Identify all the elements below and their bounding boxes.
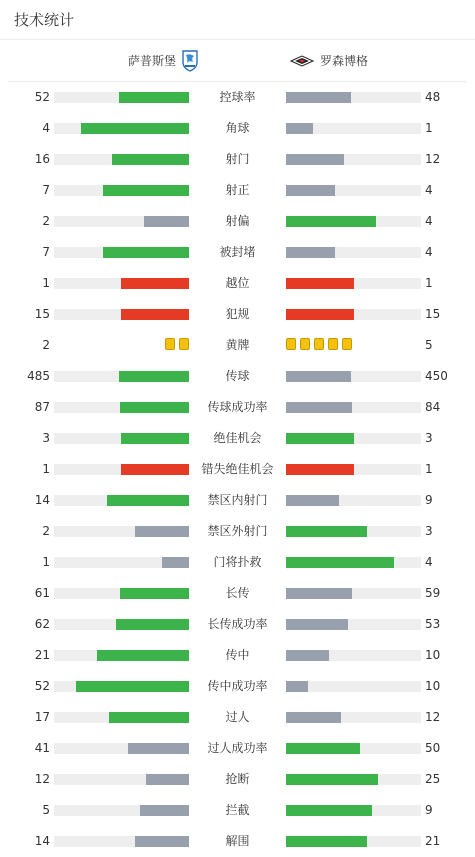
home-stat-bar [116, 619, 189, 630]
home-stat-bar [81, 123, 189, 134]
stat-label: 长传 [225, 586, 250, 600]
away-stat-bar [286, 526, 367, 537]
page-header [0, 0, 475, 40]
away-stat-bar-track [286, 712, 421, 723]
home-stat-value: 62 [34, 617, 50, 631]
stat-label: 射偏 [225, 214, 250, 228]
stat-row [0, 733, 475, 764]
away-stat-value: 15 [425, 307, 441, 321]
away-stat-bar-track [286, 681, 421, 692]
home-stat-value: 7 [42, 183, 50, 197]
home-stat-bar [121, 464, 189, 475]
yellow-card-icon [328, 338, 338, 350]
home-stat-value: 3 [42, 431, 50, 445]
away-stat-bar [286, 588, 352, 599]
away-stat-bar-track [286, 619, 421, 630]
home-stat-value: 17 [34, 710, 50, 724]
home-stat-bar [120, 402, 189, 413]
yellow-card-icon [165, 338, 175, 350]
stat-row [0, 640, 475, 671]
away-stat-bar [286, 650, 329, 661]
away-stat-bar-track [286, 774, 421, 785]
home-stat-value: 1 [42, 276, 50, 290]
home-stat-bar [76, 681, 189, 692]
stat-label: 错失绝佳机会 [201, 462, 274, 476]
home-stat-bar-track [54, 681, 189, 692]
away-stat-value: 50 [425, 741, 441, 755]
away-stat-bar [286, 805, 372, 816]
stat-label: 解围 [225, 834, 250, 848]
away-stat-bar-track [286, 743, 421, 754]
away-stat-value: 84 [425, 400, 441, 414]
away-stat-bar-track [286, 309, 421, 320]
away-stat-bar [286, 433, 354, 444]
home-stat-bar [146, 774, 189, 785]
stat-label: 拦截 [225, 803, 250, 817]
away-stat-bar [286, 278, 354, 289]
away-stat-value: 450 [425, 369, 448, 383]
home-stat-bar-track [54, 216, 189, 227]
away-stat-bar [286, 495, 339, 506]
away-stat-bar [286, 154, 344, 165]
stat-row [0, 485, 475, 516]
stat-row [0, 454, 475, 485]
away-stat-bar [286, 123, 313, 134]
away-stat-value: 9 [425, 493, 433, 507]
stats-list [0, 82, 475, 857]
home-stat-value: 52 [34, 90, 50, 104]
home-stat-value: 7 [42, 245, 50, 259]
home-stat-bar [112, 154, 189, 165]
home-stat-value: 2 [42, 338, 50, 352]
home-stat-value: 485 [27, 369, 50, 383]
stat-row [0, 361, 475, 392]
away-stat-bar-track [286, 278, 421, 289]
yellow-card-icon [300, 338, 310, 350]
home-stat-bar [109, 712, 189, 723]
home-team-name: 萨普斯堡 [127, 54, 176, 68]
away-stat-bar-track [286, 588, 421, 599]
stat-label: 禁区外射门 [207, 524, 268, 538]
away-stat-value: 3 [425, 431, 433, 445]
home-stat-bar [97, 650, 189, 661]
home-stat-bar-track [54, 495, 189, 506]
stat-row [0, 671, 475, 702]
home-stat-bar-track [54, 743, 189, 754]
away-stat-bar-track [286, 154, 421, 165]
away-stat-bar-track [286, 557, 421, 568]
stat-row [0, 206, 475, 237]
stat-row [0, 392, 475, 423]
stat-row [0, 268, 475, 299]
home-stat-value: 5 [42, 803, 50, 817]
stat-row [0, 702, 475, 733]
home-team-crest-icon [182, 50, 198, 72]
away-stat-bar-track [286, 526, 421, 537]
stat-label: 黄牌 [225, 338, 250, 352]
away-stat-value: 10 [425, 679, 441, 693]
away-stat-bar-track [286, 371, 421, 382]
stat-label: 射门 [225, 152, 250, 166]
away-stat-value: 12 [425, 152, 441, 166]
stat-row [0, 175, 475, 206]
away-stat-bar [286, 619, 348, 630]
home-stat-value: 2 [42, 214, 50, 228]
away-stat-bar-track [286, 216, 421, 227]
home-stat-bar [135, 836, 189, 847]
home-stat-bar-track [54, 557, 189, 568]
stat-row [0, 547, 475, 578]
away-stat-bar-track [286, 185, 421, 196]
stat-row [0, 237, 475, 268]
stat-label: 射正 [225, 183, 250, 197]
home-stat-bar [162, 557, 189, 568]
away-stat-value: 4 [425, 214, 433, 228]
stat-label: 绝佳机会 [213, 431, 262, 445]
home-stat-bar-track [54, 123, 189, 134]
home-stat-bar [144, 216, 189, 227]
away-stat-bar-track [286, 92, 421, 103]
home-stat-bar [103, 185, 189, 196]
home-stat-bar-track [54, 433, 189, 444]
home-stat-value: 52 [34, 679, 50, 693]
stat-row [0, 299, 475, 330]
away-stat-bar [286, 402, 352, 413]
away-stat-value: 1 [425, 276, 433, 290]
home-stat-bar-track [54, 371, 189, 382]
home-stat-bar-track [54, 836, 189, 847]
away-stat-bar [286, 309, 354, 320]
stat-label: 犯规 [225, 307, 250, 321]
stat-label: 传球 [225, 369, 250, 383]
away-stat-bar-track [286, 464, 421, 475]
away-stat-bar-track [286, 123, 421, 134]
away-stat-value: 1 [425, 462, 433, 476]
home-stat-bar [119, 371, 189, 382]
yellow-card-icon [179, 338, 189, 350]
home-stat-bar-track [54, 526, 189, 537]
home-yellow-cards [165, 338, 189, 352]
stat-label: 被封堵 [219, 245, 256, 259]
stat-label: 抢断 [225, 772, 250, 786]
home-stat-bar [121, 433, 189, 444]
stat-row [0, 826, 475, 857]
home-stat-bar [128, 743, 189, 754]
away-stat-value: 48 [425, 90, 441, 104]
away-stat-bar [286, 92, 351, 103]
home-stat-bar-track [54, 712, 189, 723]
home-stat-bar-track [54, 247, 189, 258]
home-stat-bar [140, 805, 189, 816]
home-stat-bar [121, 278, 189, 289]
away-stat-bar [286, 557, 394, 568]
home-stat-bar-track [54, 650, 189, 661]
away-stat-value: 59 [425, 586, 441, 600]
stat-label: 控球率 [219, 90, 256, 104]
stat-label: 传中 [225, 648, 250, 662]
home-stat-bar [103, 247, 189, 258]
stat-label: 过人成功率 [207, 741, 268, 755]
page-title: 技术统计 [14, 11, 75, 29]
away-stat-bar [286, 216, 376, 227]
away-stat-value: 9 [425, 803, 433, 817]
away-stat-value: 25 [425, 772, 441, 786]
away-stat-bar [286, 185, 335, 196]
teams-row [8, 40, 467, 82]
away-stat-bar [286, 464, 354, 475]
away-stat-bar [286, 681, 308, 692]
home-stat-bar-track [54, 154, 189, 165]
home-stat-value: 12 [34, 772, 50, 786]
away-yellow-cards [286, 338, 352, 352]
stat-row [0, 423, 475, 454]
away-stat-value: 53 [425, 617, 441, 631]
yellow-card-icon [314, 338, 324, 350]
stat-row [0, 609, 475, 640]
stat-row [0, 113, 475, 144]
home-stat-value: 87 [34, 400, 50, 414]
home-stat-bar-track [54, 92, 189, 103]
away-stat-bar-track [286, 495, 421, 506]
stat-label: 传中成功率 [207, 679, 268, 693]
away-team[interactable] [290, 52, 368, 69]
away-stat-bar [286, 743, 360, 754]
away-team-crest-icon [290, 55, 314, 67]
stat-row [0, 764, 475, 795]
away-stat-bar-track [286, 247, 421, 258]
home-stat-value: 4 [42, 121, 50, 135]
home-stat-value: 1 [42, 555, 50, 569]
away-stat-value: 1 [425, 121, 433, 135]
away-stat-value: 4 [425, 183, 433, 197]
home-stat-bar [135, 526, 189, 537]
home-stat-bar [119, 92, 189, 103]
stat-label: 角球 [225, 121, 250, 135]
stat-label: 门将扑救 [213, 555, 262, 569]
home-stat-value: 61 [34, 586, 50, 600]
away-stat-bar-track [286, 402, 421, 413]
home-stat-value: 41 [34, 741, 50, 755]
home-stat-bar-track [54, 464, 189, 475]
away-stat-bar [286, 247, 335, 258]
away-stat-bar-track [286, 805, 421, 816]
stat-row [0, 82, 475, 113]
stat-row [0, 795, 475, 826]
home-stat-bar-track [54, 309, 189, 320]
stat-label: 长传成功率 [207, 617, 268, 631]
stat-label: 禁区内射门 [207, 493, 268, 507]
away-stat-bar-track [286, 650, 421, 661]
stat-row [0, 578, 475, 609]
home-stat-bar-track [54, 805, 189, 816]
home-stat-bar-track [54, 278, 189, 289]
away-team-name: 罗森博格 [320, 54, 369, 68]
home-stat-bar-track [54, 588, 189, 599]
away-stat-value: 10 [425, 648, 441, 662]
yellow-card-icon [342, 338, 352, 350]
stat-label: 过人 [225, 710, 250, 724]
home-stat-value: 2 [42, 524, 50, 538]
home-team[interactable] [8, 50, 198, 72]
home-stat-bar-track [54, 774, 189, 785]
away-stat-value: 21 [425, 834, 441, 848]
home-stat-bar-track [54, 619, 189, 630]
stat-label: 传球成功率 [207, 400, 268, 414]
home-stat-value: 1 [42, 462, 50, 476]
home-stat-value: 15 [34, 307, 50, 321]
away-stat-bar [286, 774, 378, 785]
home-stat-bar-track [54, 185, 189, 196]
away-stat-bar-track [286, 433, 421, 444]
home-stat-bar [121, 309, 189, 320]
home-stat-value: 21 [34, 648, 50, 662]
home-stat-bar [120, 588, 189, 599]
home-stat-bar [107, 495, 189, 506]
stat-label: 越位 [225, 276, 250, 290]
away-stat-bar [286, 836, 367, 847]
away-stat-value: 12 [425, 710, 441, 724]
stat-row [0, 330, 475, 361]
home-stat-value: 14 [34, 834, 50, 848]
away-stat-bar-track [286, 836, 421, 847]
stat-row [0, 144, 475, 175]
away-stat-value: 4 [425, 245, 433, 259]
stat-row [0, 516, 475, 547]
away-stat-value: 5 [425, 338, 433, 352]
yellow-card-icon [286, 338, 296, 350]
away-stat-value: 3 [425, 524, 433, 538]
away-stat-bar [286, 712, 341, 723]
away-stat-value: 4 [425, 555, 433, 569]
away-stat-bar [286, 371, 351, 382]
home-stat-value: 14 [34, 493, 50, 507]
home-stat-value: 16 [34, 152, 50, 166]
home-stat-bar-track [54, 402, 189, 413]
